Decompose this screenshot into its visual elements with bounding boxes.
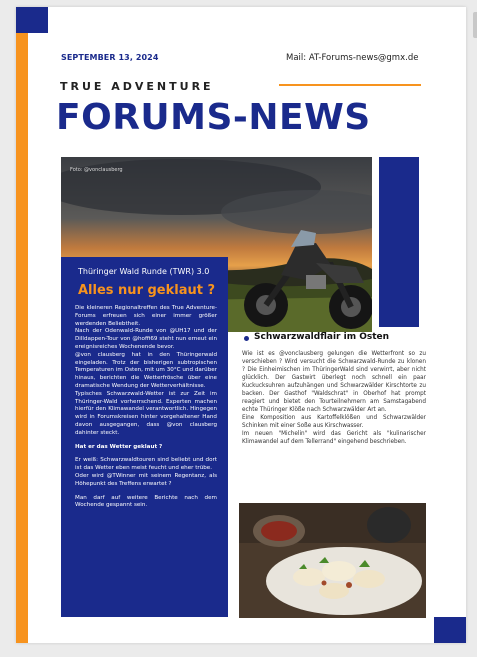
orange-side-bar [16, 7, 28, 643]
contact-mail: Mail: AT-Forums-news@gmx.de [286, 53, 419, 63]
section-paragraph: Im neuen "Michelin" wird das Gericht als "kulinarischer Klimawandel auf dem Tellerrand" eingehend beschrieben. [242, 431, 426, 445]
card-paragraph: Nach der Odenwald-Runde von @UH17 und der Dilldappen-Tour von @hoffi69 steht nun erneut ein ereignisreiches Wochenende bevor. [75, 328, 217, 350]
section-title: Schwarzwaldflair im Osten [254, 332, 390, 342]
masthead-title: FORUMS-NEWS [56, 97, 371, 138]
card-headline: Alles nur geklaut ? [78, 283, 216, 298]
section-paragraph: Wie ist es @vonclausberg gelungen die Wetterfront so zu verschieben ? Wird versucht die Schwarzwald-Runde zu klonen ? Die Einheimischen im ThüringerWald sind verwirrt, aber nicht glücklich. Der Gastwirt überlegt noch schnell ein paar Kuckucksuhren aufzuhängen und Schwarzwälder Kirschtorte zu backen. Der Gasthof "Waldschrat" in Oberhof hat prompt reagiert und bietet den Tourteilnehmern am Samstagabend echte Thüringer Klöße nach Schwarzwälder Art an. [242, 351, 426, 413]
section-body [242, 350, 426, 446]
issue-date: SEPTEMBER 13, 2024 [61, 53, 159, 62]
card-paragraph: @von clausberg hat in den Thüringerwald eingeladen. Trotz der bisherigen subtropischen Temperaturen im Osten, mit um 30°C und darüber hinaus, berichten die Wetterfrösche über eine dramatische Wendung der Wetterverhältnisse. [75, 351, 217, 389]
card-body [75, 305, 217, 510]
decorative-blue-tab [379, 157, 419, 327]
card-closing: Man darf auf weitere Berichte nach dem Wochende gespannt sein. [75, 494, 217, 509]
section-bullet-icon [244, 336, 249, 341]
header-divider [279, 84, 421, 86]
card-paragraph: Er weiß: Schwarzwaldtouren sind beliebt und dort ist das Wetter eben meist feucht und eher trübe. [75, 457, 217, 472]
food-photo-dumplings [239, 503, 426, 618]
kicker: TRUE ADVENTURE [60, 80, 214, 93]
card-paragraph: Oder wird @TWinner mit seinem Regentanz, als Höhepunkt des Treffens erwartet ? [75, 472, 217, 487]
scrollbar-hint [473, 12, 477, 38]
card-paragraph: Die kleineren Regionaltreffen des True Adventure-Forums erfreuen sich einer immer größer werdenden Beliebtheit. [75, 305, 217, 327]
section-paragraph: Eine Komposition aus Kartoffelklößen und Schwarzwälder Schinken mit einer Soße aus Kirschwasser. [242, 415, 426, 429]
card-subtitle: Thüringer Wald Runde (TWR) 3.0 [78, 267, 210, 276]
corner-square-bottom-right [434, 617, 466, 643]
corner-square-top-left [16, 7, 48, 33]
card-question: Hat er das Wetter geklaut ? [75, 443, 163, 450]
feature-card [61, 257, 228, 617]
card-paragraph: Typisches Schwarzwald-Wetter ist zur Zeit im Thüringer-Wald vorherrschend. Experten machen hierfür den Klimawandel verantwortlich. Hingegen wird in Forumskreisen hinter vorgehaltener Hand davon ausgegangen, dass @von clausberg dahinter steckt. [75, 390, 217, 436]
newsletter-page [16, 7, 466, 643]
photo-credit: Foto: @vonclausberg [70, 167, 123, 173]
